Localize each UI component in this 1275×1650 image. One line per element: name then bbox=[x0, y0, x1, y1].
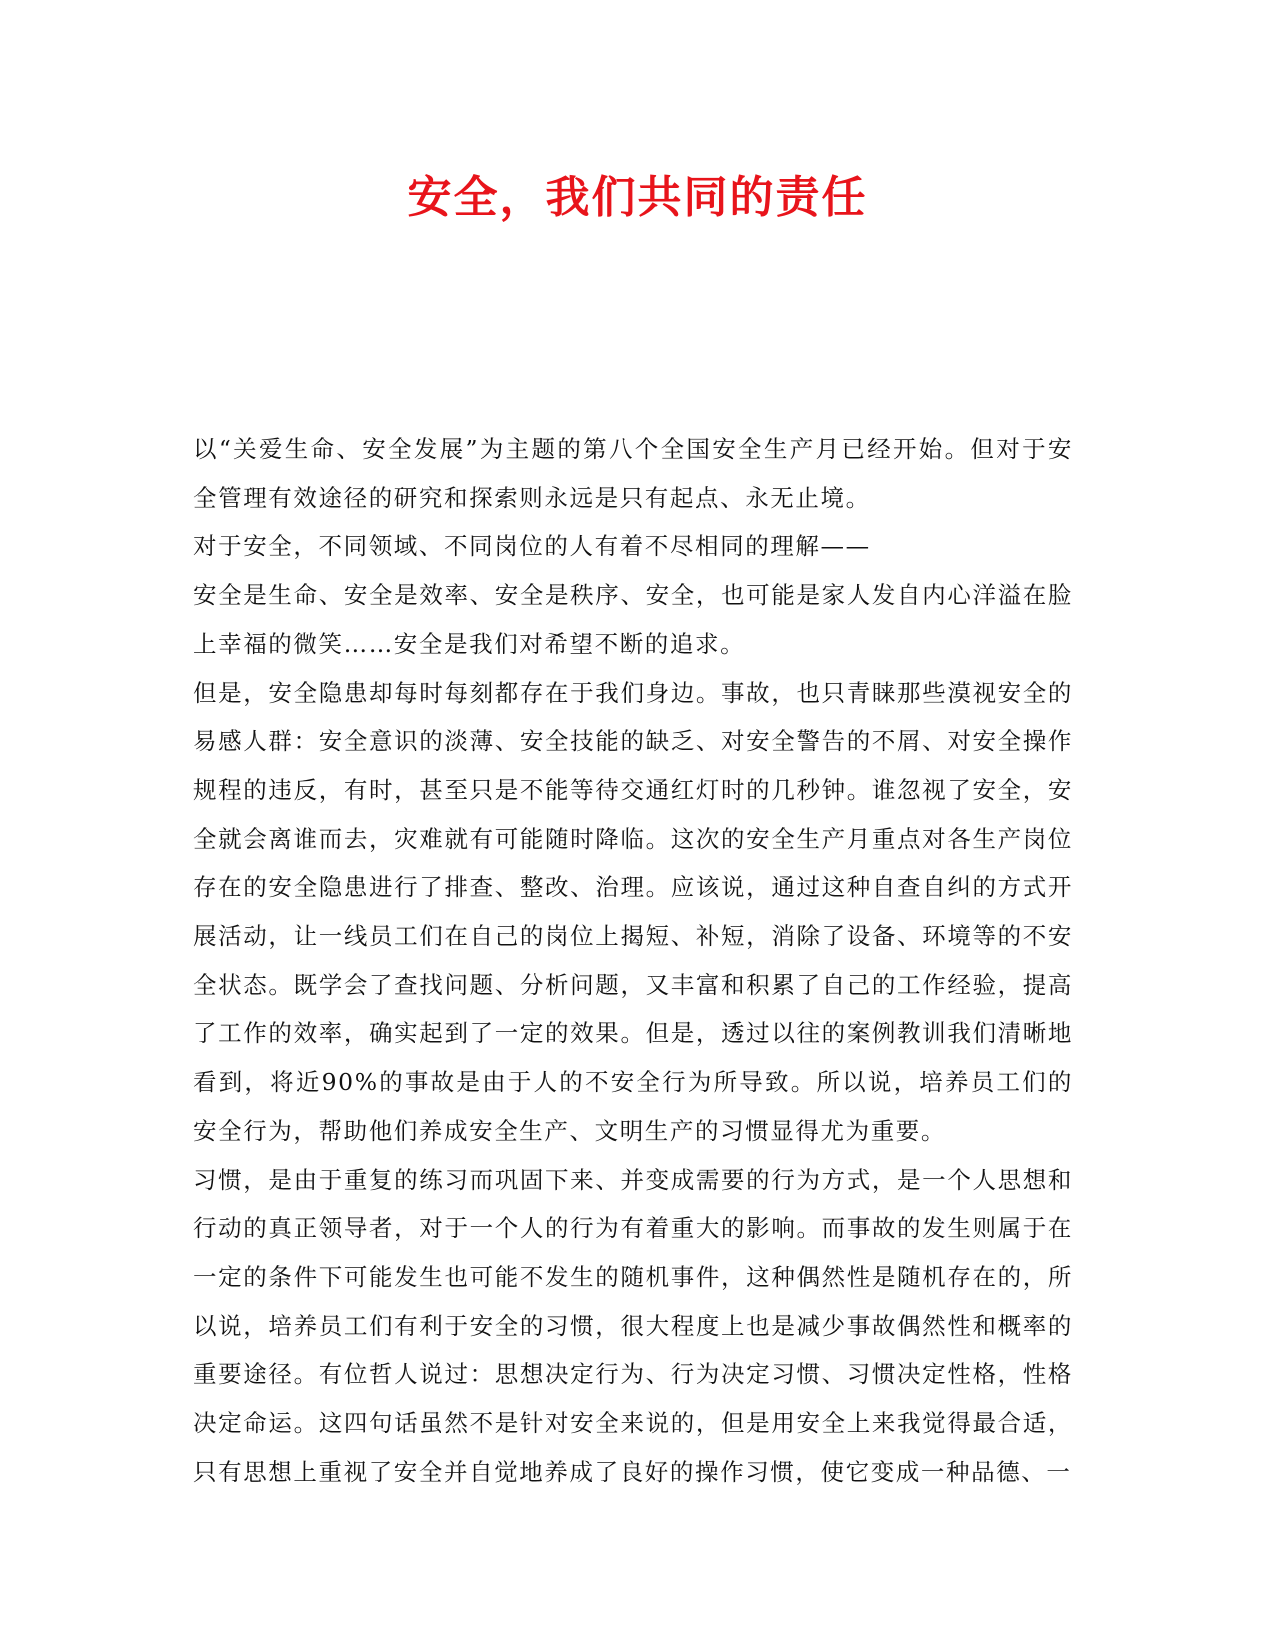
paragraph: 习惯，是由于重复的练习而巩固下来、并变成需要的行为方式，是一个人思想和行动的真正领导者，对于一个人的行为有着重大的影响。而事故的发生则属于在一定的条件下可能发生也可能不发生的随机事件，这种偶然性是随机存在的，所以说，培养员工们有利于安全的习惯，很大程度上也是减少事故偶然性和概率的重要途径。有位哲人说过：思想决定行为、行为决定习惯、习惯决定性格，性格决定命运。这四句话虽然不是针对安全来说的，但是用安全上来我觉得最合适，只有思想上重视了安全并自觉地养成了良好的操作习惯，使它变成一种品德、一 bbox=[193, 1165, 1073, 1486]
document-title: 安全，我们共同的责任 bbox=[407, 172, 868, 223]
paragraph: 以“关爱生命、安全发展”为主题的第八个全国安全生产月已经开始。但对于安全管理有效途径的研究和探索则永远是只有起点、永无止境。 bbox=[193, 435, 1073, 512]
paragraph: 对于安全，不同领域、不同岗位的人有着不尽相同的理解—— bbox=[193, 532, 871, 561]
document-body bbox=[193, 425, 1073, 1496]
paragraph: 但是，安全隐患却每时每刻都存在于我们身边。事故，也只青睐那些漠视安全的易感人群：安全意识的淡薄、安全技能的缺乏、对安全警告的不屑、对安全操作规程的违反，有时，甚至只是不能等待交通红灯时的几秒钟。谁忽视了安全，安全就会离谁而去，灾难就有可能随时降临。这次的安全生产月重点对各生产岗位存在的安全隐患进行了排查、整改、治理。应该说，通过这种自查自纠的方式开展活动，让一线员工们在自己的岗位上揭短、补短，消除了设备、环境等的不安全状态。既学会了查找问题、分析问题，又丰富和积累了自己的工作经验，提高了工作的效率，确实起到了一定的效果。但是，透过以往的案例教训我们清晰地看到，将近90%的事故是由于人的不安全行为所导致。所以说，培养员工们的安全行为，帮助他们养成安全生产、文明生产的习惯显得尤为重要。 bbox=[193, 678, 1073, 1145]
paragraph: 安全是生命、安全是效率、安全是秩序、安全，也可能是家人发自内心洋溢在脸上幸福的微笑……安全是我们对希望不断的追求。 bbox=[193, 581, 1073, 658]
